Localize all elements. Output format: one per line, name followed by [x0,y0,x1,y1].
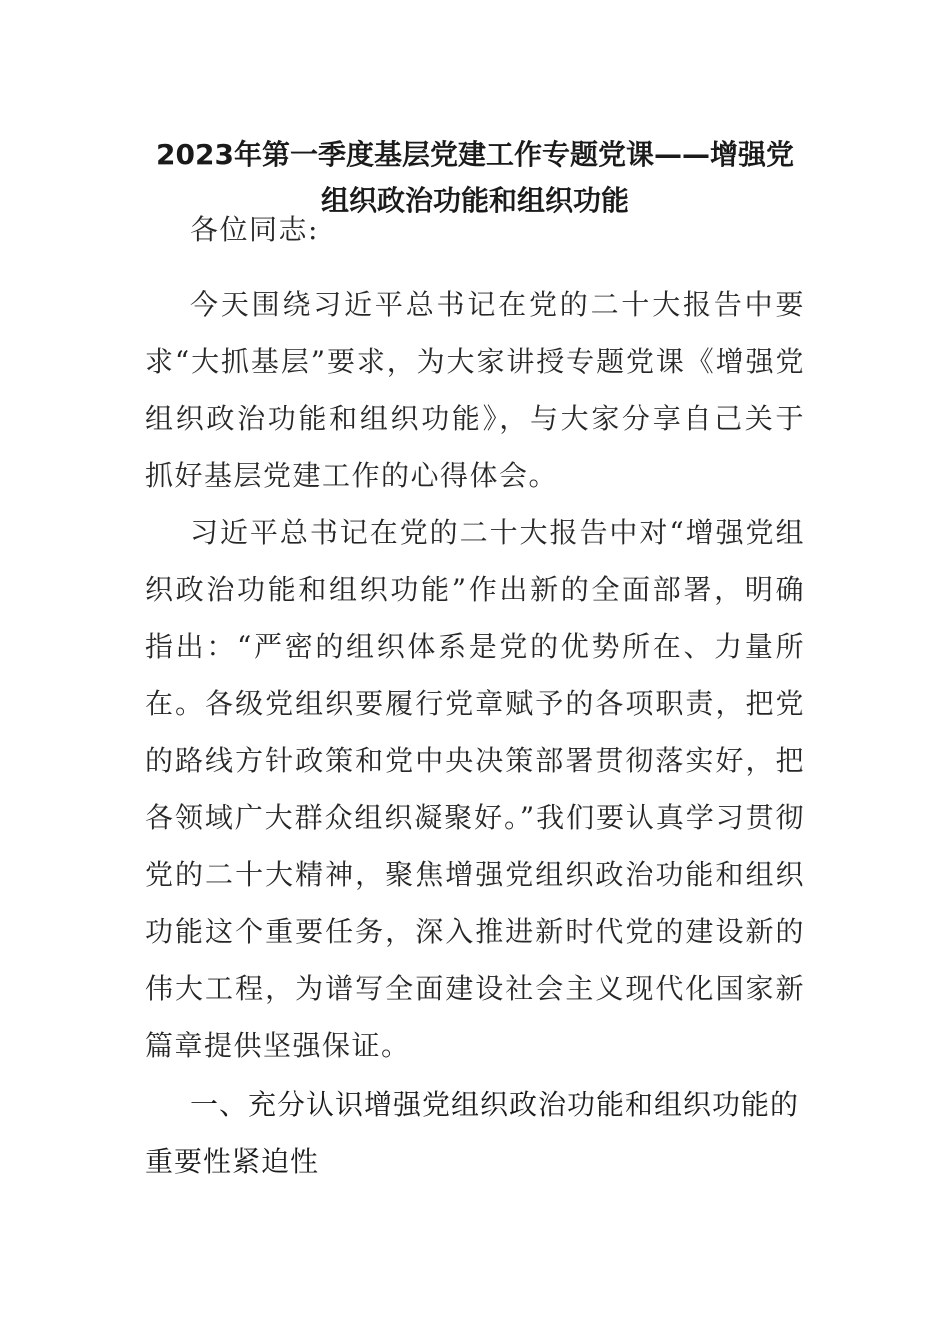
title-line-1: 2023年第一季度基层党建工作专题党课——增强党 [156,138,794,171]
greeting: 各位同志: [190,213,319,246]
section-heading-1: 一、充分认识增强党组织政治功能和组织功能的重要性紧迫性 [145,1088,800,1178]
paragraph-intro: 今天围绕习近平总书记在党的二十大报告中要求“大抓基层”要求，为大家讲授专题党课《增强党组织政治功能和组织功能》，与大家分享自己关于抓好基层党建工作的心得体会。 [145,288,805,492]
paragraph-report-quote: 习近平总书记在党的二十大报告中对“增强党组织政治功能和组织功能”作出新的全面部署，明确指出：“严密的组织体系是党的优势所在、力量所在。各级党组织要履行党章赋予的各项职责，把党的路线方针政策和党中央决策部署贯彻落实好，把各领域广大群众组织凝聚好。”我们要认真学习贯彻党的二十大精神，聚焦增强党组织政治功能和组织功能这个重要任务，深入推进新时代党的建设新的伟大工程，为谱写全面建设社会主义现代化国家新篇章提供坚强保证。 [145,516,805,1062]
title-line-2: 组织政治功能和组织功能 [320,184,629,217]
